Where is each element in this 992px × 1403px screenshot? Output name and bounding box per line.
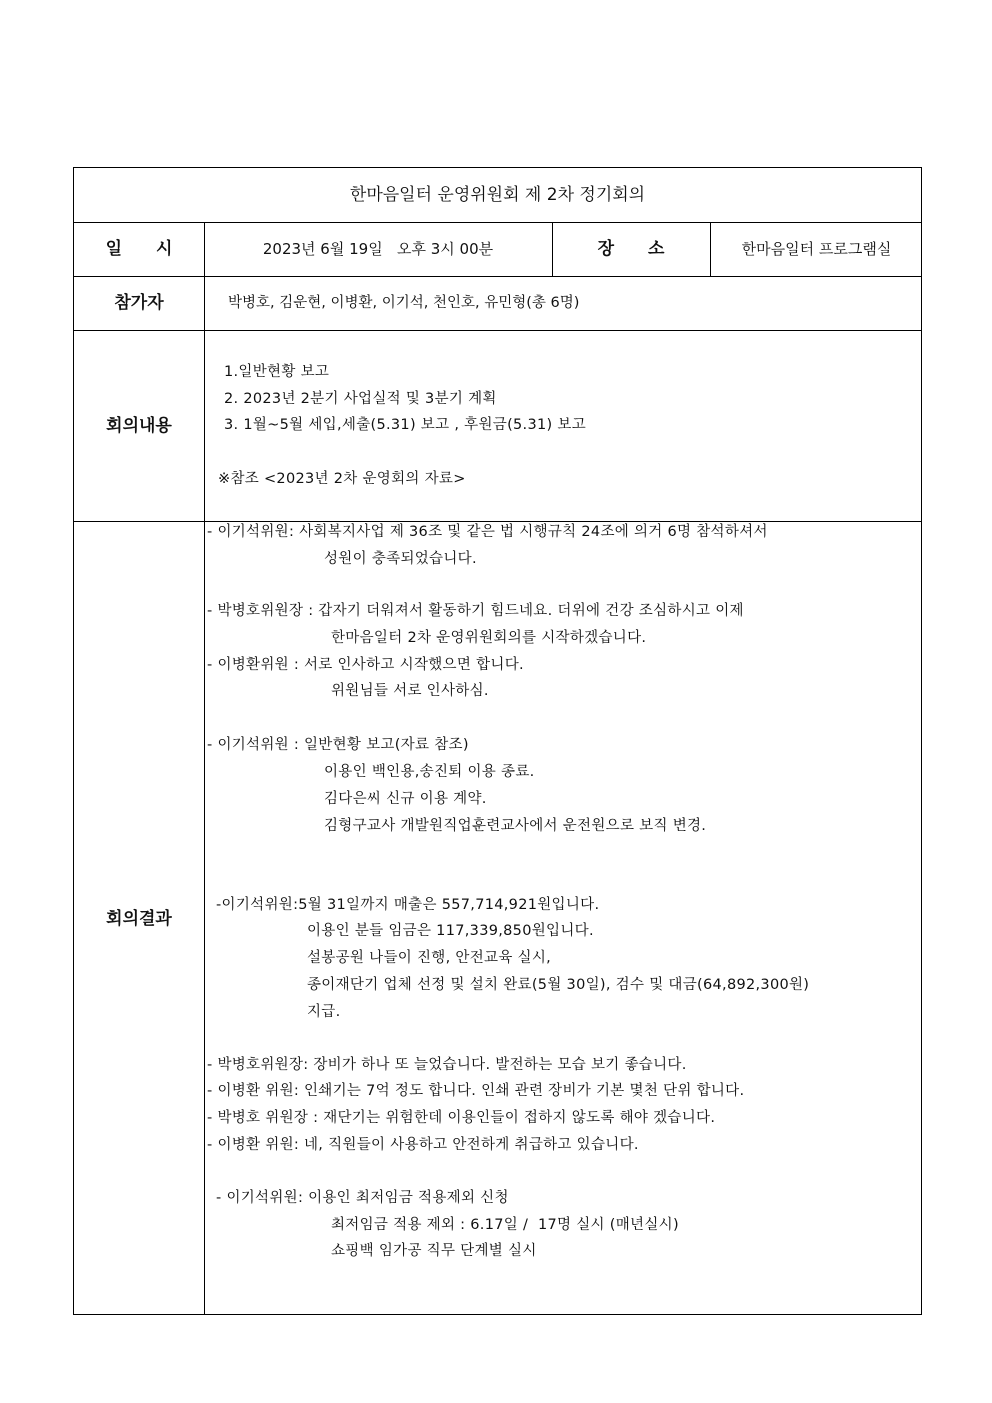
date-value: 2023년 6월 19일 오후 3시 00분 <box>262 240 494 258</box>
result-line: 최저임금 적용 제외 : 6.17일 / 17명 실시 (매년실시) <box>331 1217 679 1233</box>
result-line: 이용인 백인용,송진퇴 이용 종료. <box>324 764 535 780</box>
row-divider <box>74 521 921 522</box>
result-line: 종이재단기 업체 선정 및 설치 완료(5월 30일), 검수 및 대금(64,892,300원) <box>307 977 810 993</box>
result-line: - 이병환 위원: 네, 직원들이 사용하고 안전하게 취급하고 있습니다. <box>207 1137 639 1153</box>
result-line: -이기석위원:5월 31일까지 매출은 557,714,921원입니다. <box>216 897 600 913</box>
date-label: 일 시 <box>105 239 187 259</box>
meeting-minutes-table <box>73 167 922 1315</box>
result-line: 설봉공원 나들이 진행, 안전교육 실시, <box>307 950 552 966</box>
agenda-label: 회의내용 <box>106 416 172 436</box>
result-line: 성원이 충족되었습니다. <box>324 551 477 567</box>
result-line: 이용인 분들 임금은 117,339,850원입니다. <box>307 923 594 939</box>
result-line: - 박병호위원장: 장비가 하나 또 늘었습니다. 발전하는 모습 보기 좋습니다. <box>207 1057 687 1073</box>
agenda-item: 2. 2023년 2분기 사업실적 및 3분기 계획 <box>224 391 497 407</box>
result-line: - 이병환 위원: 인쇄기는 7억 정도 합니다. 인쇄 관련 장비가 기본 몇천 단위 합니다. <box>207 1083 745 1099</box>
result-line: 한마음일터 2차 운영위원회의를 시작하겠습니다. <box>331 630 647 646</box>
row-divider <box>74 330 921 331</box>
row-divider <box>74 222 921 223</box>
place-value: 한마음일터 프로그램실 <box>741 240 892 258</box>
row-divider <box>74 276 921 277</box>
result-line: - 박병호 위원장 : 재단기는 위험한데 이용인들이 접하지 않도록 해야 겠습니다. <box>207 1110 716 1126</box>
attendees-label: 참가자 <box>114 293 164 313</box>
agenda-reference: ※참조 <2023년 2차 운영회의 자료> <box>218 471 466 487</box>
result-line: - 이기석위원: 이용인 최저임금 적용제외 신청 <box>216 1190 509 1206</box>
place-label: 장 소 <box>597 239 679 259</box>
result-line: - 이병환위원 : 서로 인사하고 시작했으면 합니다. <box>207 657 524 673</box>
result-line: - 이기석위원 : 일반현황 보고(자료 참조) <box>207 737 469 753</box>
result-line: 지급. <box>307 1004 341 1020</box>
result-line: 김형구교사 개발원직업훈련교사에서 운전원으로 보직 변경. <box>324 818 707 834</box>
document-title: 한마음일터 운영위원회 제 2차 정기회의 <box>349 185 646 205</box>
result-line: - 박병호위원장 : 갑자기 더워져서 활동하기 힘드네요. 더위에 건강 조심하시고 이제 <box>207 603 744 619</box>
result-line: 쇼핑백 임가공 직무 단계별 실시 <box>331 1243 537 1259</box>
result-line: 김다은씨 신규 이용 계약. <box>324 791 487 807</box>
result-line: - 이기석위원: 사회복지사업 제 36조 및 같은 법 시행규칙 24조에 의거 6명 참석하셔서 <box>207 524 768 540</box>
attendees-value: 박병호, 김운현, 이병환, 이기석, 천인호, 유민형(총 6명) <box>228 295 580 311</box>
column-divider <box>204 222 205 1315</box>
agenda-item: 3. 1월~5월 세입,세출(5.31) 보고 , 후원금(5.31) 보고 <box>224 417 586 433</box>
agenda-item: 1.일반현황 보고 <box>224 364 330 380</box>
results-label: 회의결과 <box>106 909 172 929</box>
result-line: 위원님들 서로 인사하심. <box>331 683 489 699</box>
